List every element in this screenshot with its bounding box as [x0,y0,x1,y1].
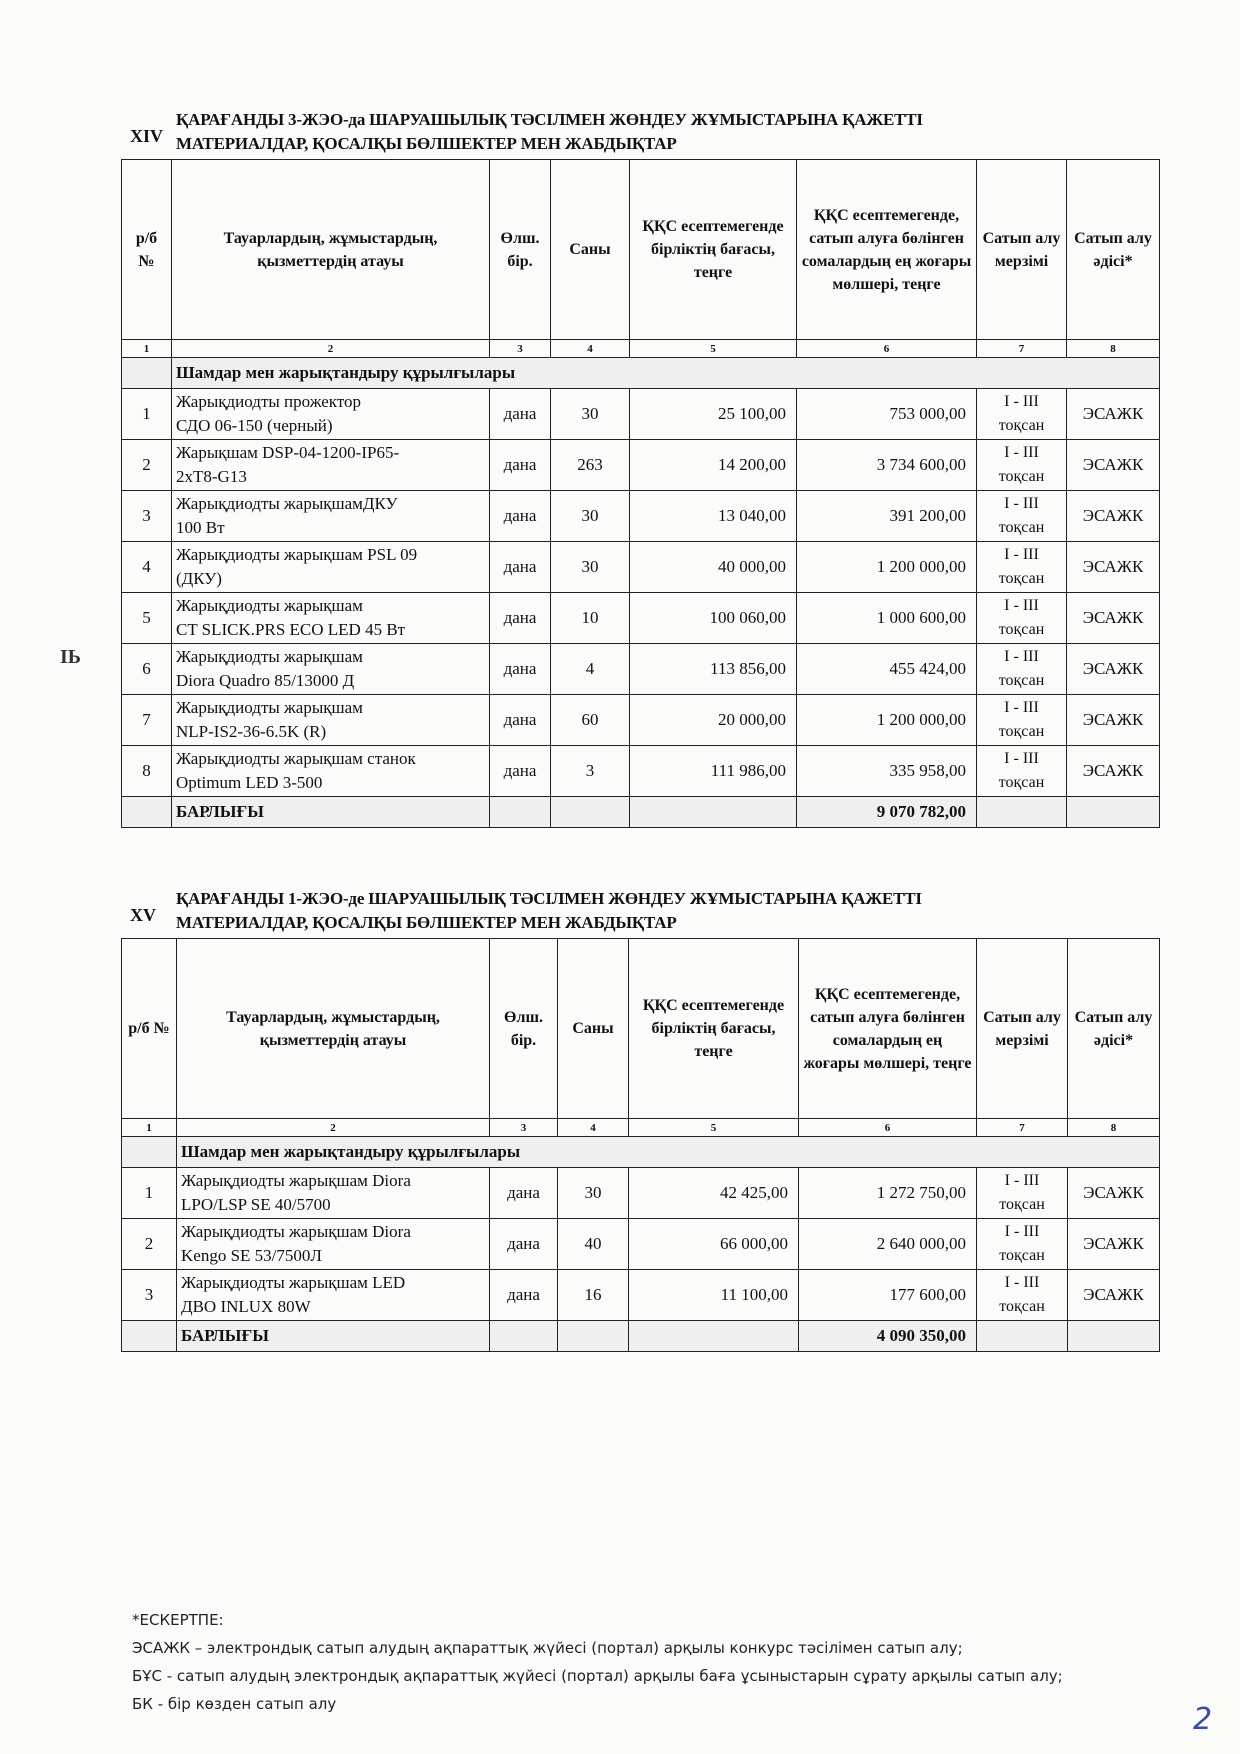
item-name-line1: Жарықдиодты жарықшам [176,596,363,615]
table-row [122,440,1160,491]
header-row [122,939,1160,1119]
row-number: 3 [122,1270,177,1321]
item-name-line2: Optimum LED 3-500 [176,773,323,792]
col-header-price: ҚҚС есептемегенде бірліктің бағасы, теңге [629,939,799,1119]
empty-cell [977,797,1067,828]
item-name-line1: Жарықдиодты жарықшам Diora [181,1222,411,1241]
unit-price: 11 100,00 [629,1270,799,1321]
item-name-line2: CT SLICK.PRS ECO LED 45 Вт [176,620,406,639]
amount: 391 200,00 [797,491,977,542]
item-name [172,491,490,542]
col-number: 1 [122,340,172,358]
unit-price: 20 000,00 [630,695,797,746]
table-row [122,542,1160,593]
unit-price: 14 200,00 [630,440,797,491]
table-row [122,593,1160,644]
quantity: 60 [551,695,630,746]
item-name-line2: 100 Вт [176,518,225,537]
procurement-method: ЭСАЖК [1067,695,1160,746]
amount: 335 958,00 [797,746,977,797]
procurement-method: ЭСАЖК [1067,491,1160,542]
term-line2: тоқсан [999,1298,1045,1315]
table-row [122,389,1160,440]
col-header-method: Сатып алу әдісі* [1068,939,1160,1119]
table-body [122,1168,1160,1321]
column-number-row [122,340,1160,358]
term-line2: тоқсан [998,519,1045,536]
table-row [122,1219,1160,1270]
col-number: 7 [977,340,1067,358]
item-name-line2: Kengo SE 53/7500Л [181,1246,322,1265]
footnote-line: БК - бір көзден сатып алу [132,1695,337,1713]
empty-cell [629,1321,799,1352]
term-line2: тоқсан [999,1196,1045,1213]
col-header-name: Тауарлардың, жұмыстардың, қызметтердің атауы [172,160,490,340]
term-line1: I - III [1004,699,1039,716]
term-line1: I - III [1004,393,1039,410]
unit-price: 113 856,00 [630,644,797,695]
amount: 1 000 600,00 [797,593,977,644]
amount: 1 200 000,00 [797,695,977,746]
term-line2: тоқсан [998,723,1045,740]
unit-price: 40 000,00 [630,542,797,593]
section-number: XV [130,905,156,925]
procurement-method: ЭСАЖК [1068,1270,1160,1321]
row-number: 1 [122,389,172,440]
term-line1: I - III [1004,648,1039,665]
empty-cell [558,1321,629,1352]
procurement-table-xiv [121,159,1160,828]
table-body [122,389,1160,797]
procurement-term [977,644,1067,695]
amount: 177 600,00 [799,1270,977,1321]
item-name [177,1168,490,1219]
row-number: 2 [122,440,172,491]
procurement-term [977,695,1067,746]
term-line1: I - III [1004,597,1039,614]
row-number: 5 [122,593,172,644]
col-header-qty: Саны [551,160,630,340]
term-line2: тоқсан [998,774,1045,791]
item-name-line1: Жарықдиодты жарықшам станок [176,749,416,768]
col-number: 1 [122,1119,177,1137]
col-header-qty: Саны [558,939,629,1119]
item-name-line2: LPO/LSP SE 40/5700 [181,1195,331,1214]
item-name [172,389,490,440]
procurement-term [977,746,1067,797]
category-label: Шамдар мен жарықтандыру құрылғылары [177,1137,1160,1168]
table-row [122,1270,1160,1321]
procurement-method: ЭСАЖК [1067,644,1160,695]
empty-cell [630,797,797,828]
term-line2: тоқсан [998,570,1045,587]
category-label: Шамдар мен жарықтандыру құрылғылары [172,358,1160,389]
table-row [122,1168,1160,1219]
item-name-line1: Жарықшам DSP-04-1200-IP65- [176,443,400,462]
col-number: 4 [558,1119,629,1137]
col-header-amount: ҚҚС есептемегенде, сатып алуға бөлінген сомалардың ең жоғары мөлшері, теңге [797,160,977,340]
table-row [122,644,1160,695]
item-name [172,542,490,593]
row-number: 4 [122,542,172,593]
col-number: 4 [551,340,630,358]
amount: 2 640 000,00 [799,1219,977,1270]
total-label: БАРЛЫҒЫ [177,1321,490,1352]
item-name-line1: Жарықдиодты прожектор [176,392,362,411]
category-row [122,358,1160,389]
procurement-term [977,593,1067,644]
procurement-term [977,440,1067,491]
item-name-line2: ДВО INLUX 80W [181,1297,311,1316]
col-header-n: р/б № [122,939,177,1119]
empty-cell [122,358,172,389]
item-name-line1: Жарықдиодты жарықшам LED [181,1273,406,1292]
col-number: 2 [172,340,490,358]
side-mark: ІЬ [60,646,82,668]
unit: дана [490,695,551,746]
procurement-term [977,1270,1068,1321]
term-line2: тоқсан [998,621,1045,638]
total-amount: 9 070 782,00 [797,797,977,828]
term-line2: тоқсан [999,1247,1045,1264]
item-name-line1: Жарықдиодты жарықшам Diora [181,1171,411,1190]
item-name [172,593,490,644]
col-number: 7 [977,1119,1068,1137]
col-number: 6 [797,340,977,358]
item-name [172,644,490,695]
item-name [172,695,490,746]
unit: дана [490,1270,558,1321]
unit: дана [490,746,551,797]
item-name-line2: (ДКУ) [176,569,222,588]
item-name [172,440,490,491]
procurement-term [977,389,1067,440]
procurement-term [977,491,1067,542]
procurement-term [977,542,1067,593]
row-number: 6 [122,644,172,695]
quantity: 30 [551,389,630,440]
quantity: 16 [558,1270,629,1321]
page-number: 2 [1193,1702,1213,1737]
section-title-line2: МАТЕРИАЛДАР, ҚОСАЛҚЫ БӨЛШЕКТЕР МЕН ЖАБДЫҚТАР [176,913,677,932]
amount: 3 734 600,00 [797,440,977,491]
unit: дана [490,1219,558,1270]
section-title-line1: ҚАРАҒАНДЫ 3-ЖЭО-да ШАРУАШЫЛЫҚ ТӘСІЛМЕН ЖӨНДЕУ ЖҰМЫСТАРЫНА ҚАЖЕТТІ [176,110,923,129]
col-header-price: ҚҚС есептемегенде бірліктің бағасы, теңге [630,160,797,340]
item-name-line2: 2xT8-G13 [176,467,247,486]
unit: дана [490,389,551,440]
col-number: 5 [629,1119,799,1137]
empty-cell [122,1137,177,1168]
row-number: 1 [122,1168,177,1219]
empty-cell [122,797,172,828]
quantity: 40 [558,1219,629,1270]
category-row [122,1137,1160,1168]
unit-price: 13 040,00 [630,491,797,542]
quantity: 30 [551,542,630,593]
empty-cell [122,1321,177,1352]
empty-cell [490,797,551,828]
item-name [177,1270,490,1321]
item-name-line1: Жарықдиодты жарықшамДКУ [176,494,398,513]
term-line1: I - III [1004,1172,1040,1189]
quantity: 30 [558,1168,629,1219]
item-name [177,1219,490,1270]
unit: дана [490,1168,558,1219]
procurement-method: ЭСАЖК [1067,746,1160,797]
row-number: 8 [122,746,172,797]
quantity: 263 [551,440,630,491]
unit-price: 100 060,00 [630,593,797,644]
item-name [172,746,490,797]
term-line2: тоқсан [998,417,1045,434]
unit: дана [490,491,551,542]
row-number: 3 [122,491,172,542]
item-name-line1: Жарықдиодты жарықшам [176,647,363,666]
unit-price: 25 100,00 [630,389,797,440]
table-row [122,491,1160,542]
unit-price: 111 986,00 [630,746,797,797]
table-row [122,695,1160,746]
procurement-table-xv [121,938,1160,1352]
empty-cell [1068,1321,1160,1352]
procurement-term [977,1219,1068,1270]
amount: 1 272 750,00 [799,1168,977,1219]
section-title-line2: МАТЕРИАЛДАР, ҚОСАЛҚЫ БӨЛШЕКТЕР МЕН ЖАБДЫҚТАР [176,134,677,153]
col-number: 8 [1068,1119,1160,1137]
total-amount: 4 090 350,00 [799,1321,977,1352]
footnote-heading: *ЕСКЕРТПЕ: [132,1611,224,1629]
procurement-method: ЭСАЖК [1068,1168,1160,1219]
item-name-line2: Diora Quadro 85/13000 Д [176,671,355,690]
amount: 1 200 000,00 [797,542,977,593]
procurement-method: ЭСАЖК [1067,389,1160,440]
col-number: 3 [490,1119,558,1137]
col-number: 8 [1067,340,1160,358]
empty-cell [490,1321,558,1352]
quantity: 10 [551,593,630,644]
col-header-unit: Өлш. бір. [490,939,558,1119]
col-number: 6 [799,1119,977,1137]
section-number: XIV [130,126,164,146]
quantity: 4 [551,644,630,695]
item-name-line1: Жарықдиодты жарықшам [176,698,363,717]
term-line1: I - III [1004,750,1039,767]
term-line1: I - III [1004,546,1039,563]
section-title-line1: ҚАРАҒАНДЫ 1-ЖЭО-де ШАРУАШЫЛЫҚ ТӘСІЛМЕН ЖӨНДЕУ ЖҰМЫСТАРЫНА ҚАЖЕТТІ [176,889,922,908]
footnote-line: БҰС - сатып алудың электрондық ақпараттық жүйесі (портал) арқылы баға ұсыныстарын сұрату арқылы сатып алу; [132,1667,1063,1685]
procurement-method: ЭСАЖК [1067,542,1160,593]
row-number: 2 [122,1219,177,1270]
quantity: 30 [551,491,630,542]
header-row [122,160,1160,340]
col-number: 3 [490,340,551,358]
item-name-line2: NLP-IS2-36-6.5K (R) [176,722,327,741]
procurement-term [977,1168,1068,1219]
unit-price: 66 000,00 [629,1219,799,1270]
column-number-row [122,1119,1160,1137]
unit: дана [490,644,551,695]
row-number: 7 [122,695,172,746]
term-line1: I - III [1004,444,1039,461]
unit-price: 42 425,00 [629,1168,799,1219]
quantity: 3 [551,746,630,797]
col-header-term: Сатып алу мерзімі [977,939,1068,1119]
col-header-method: Сатып алу әдісі* [1067,160,1160,340]
footnote [132,1606,1063,1718]
term-line2: тоқсан [998,468,1045,485]
empty-cell [551,797,630,828]
term-line1: I - III [1004,495,1039,512]
col-header-amount: ҚҚС есептемегенде, сатып алуға бөлінген сомалардың ең жоғары мөлшері, теңге [799,939,977,1119]
item-name-line2: СДО 06-150 (черный) [176,416,333,435]
total-row [122,797,1160,828]
unit: дана [490,440,551,491]
empty-cell [977,1321,1068,1352]
col-header-term: Сатып алу мерзімі [977,160,1067,340]
col-number: 2 [177,1119,490,1137]
term-line1: I - III [1004,1274,1040,1291]
col-header-unit: Өлш. бір. [490,160,551,340]
footnote-line: ЭСАЖК – электрондық сатып алудың ақпараттық жүйесі (портал) арқылы конкурс тәсілімен сатып алу; [132,1639,963,1657]
term-line1: I - III [1004,1223,1040,1240]
unit: дана [490,542,551,593]
total-label: БАРЛЫҒЫ [172,797,490,828]
table-row [122,746,1160,797]
amount: 753 000,00 [797,389,977,440]
amount: 455 424,00 [797,644,977,695]
empty-cell [1067,797,1160,828]
col-header-n: р/б № [122,160,172,340]
unit: дана [490,593,551,644]
col-header-name: Тауарлардың, жұмыстардың, қызметтердің атауы [177,939,490,1119]
procurement-method: ЭСАЖК [1068,1219,1160,1270]
procurement-method: ЭСАЖК [1067,593,1160,644]
total-row [122,1321,1160,1352]
item-name-line1: Жарықдиодты жарықшам PSL 09 [176,545,418,564]
col-number: 5 [630,340,797,358]
term-line2: тоқсан [998,672,1045,689]
procurement-method: ЭСАЖК [1067,440,1160,491]
